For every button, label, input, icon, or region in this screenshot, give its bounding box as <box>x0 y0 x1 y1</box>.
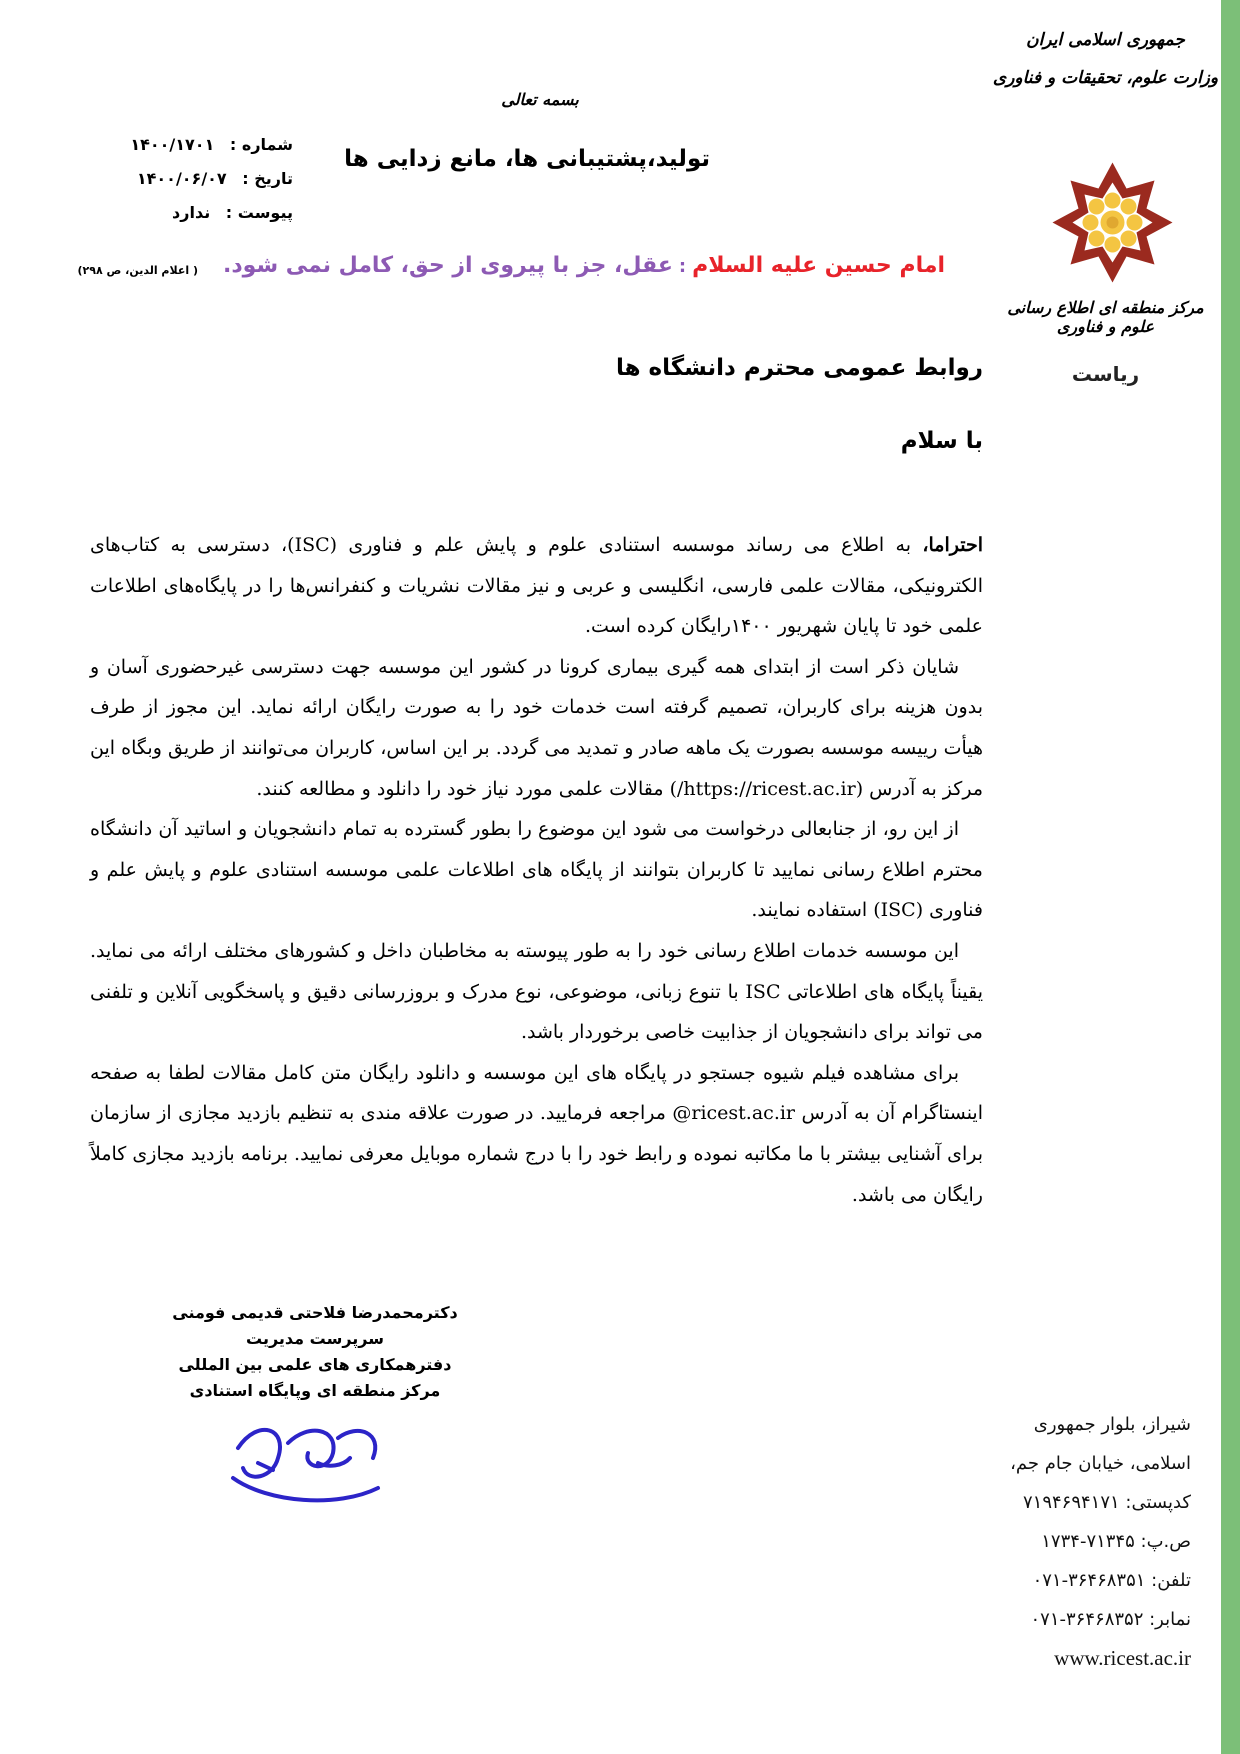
signer-org: مرکز منطقه ای وپایگاه استنادی <box>189 1381 441 1400</box>
date-label: تاریخ : <box>242 169 293 188</box>
number-label: شماره : <box>229 135 293 154</box>
signer-name: دکترمحمدرضا فلاحتی قدیمی فومنی <box>172 1303 458 1322</box>
quote-speaker: امام حسین علیه السلام <box>692 253 945 278</box>
letterhead-title <box>990 30 1221 88</box>
year-slogan: تولید،پشتیبانی ها، مانع زدایی ها <box>344 146 710 172</box>
signer-title: سرپرست مدیریت <box>246 1329 384 1348</box>
body-paragraph: این موسسه خدمات اطلاع رسانی خود را به طور پیوسته به مخاطبان داخل و کشورهای مختلف ارائه می نماید. یقیناً پایگاه های اطلاعاتی ISC با تنوع زبانی، موضوعی، نوع مدرک و بروزرسانی دقیق و پاسخگویی آنلاین و تلفنی می تواند برای دانشجویان از جذابیت خاصی برخوردار باشد. <box>90 939 983 1044</box>
letter-meta <box>130 128 293 230</box>
body-paragraph: احتراما، به اطلاع می رساند موسسه استنادی علوم و پایش علم و فناوری (ISC)، دسترسی به کتاب‌های الکترونیکی، مقالات علمی فارسی، انگلیسی و عربی و نیز مقالات نشریات و کنفرانس‌ها را در پایگاه‌های اطلاعات علمی خود تا پایان شهریور ۱۴۰۰رایگان کرده است. <box>90 534 983 638</box>
body-paragraph: شایان ذکر است از ابتدای همه گیری بیماری کرونا در کشور این موسسه جهت دسترسی غیرحضوری آسان و بدون هزینه برای کاربران، تصمیم گرفته است خدمات خود را به صورت رایگان ارائه نماید. این مجوز از طرف هیأت رییسه موسسه بصورت یک ماهه صادر و تمدید می گردد. بر این اساس، کاربران می‌توانند از طریق وبگاه این مرکز به آدرس (https://ricest.ac.ir/) مقالات علمی مورد نیاز خود را دانلود و مطالعه کنند. <box>90 655 983 800</box>
address-line: شیراز، بلوار جمهوری <box>1033 1414 1191 1435</box>
address-line: اسلامی، خیابان جام جم، <box>1010 1453 1191 1474</box>
recipient-salutation: روابط عمومی محترم دانشگاه ها <box>615 355 983 381</box>
website-link[interactable]: www.ricest.ac.ir <box>1054 1646 1191 1670</box>
ricest-logo-icon <box>1050 160 1175 285</box>
hadith-quote <box>210 253 945 278</box>
republic-title: جمهوری اسلامی ایران <box>1026 30 1185 50</box>
quote-source: ( اعلام الدین، ص ۲۹۸) <box>77 264 198 277</box>
phone: تلفن: ۳۶۴۶۸۳۵۱-۰۷۱ <box>1032 1570 1191 1591</box>
fax: نمابر: ۳۶۴۶۸۳۵۲-۰۷۱ <box>1030 1609 1191 1630</box>
quote-separator: : <box>678 256 687 277</box>
letter-date <box>130 162 293 196</box>
signer-office: دفترهمکاری های علمی بین المللی <box>178 1355 452 1374</box>
body-paragraph: برای مشاهده فیلم شیوه جستجو در پایگاه های این موسسه و دانلود رایگان متن کامل مقالات لطفا به صفحه اینستاگرام آن به آدرس ricest.ac.ir@ مراجعه فرمایید. در صورت علاقه مندی به تنظیم بازدید مجازی از سازمان برای آشنایی بیشتر با ما مکاتبه نموده و رابط خود را با درج شماره موبایل معرفی نمایید. برنامه بازدید مجازی کاملاً رایگان می باشد. <box>90 1061 983 1206</box>
contact-address <box>991 1405 1191 1678</box>
basmala: بسمه تعالی <box>501 90 579 109</box>
attachment-value: ندارد <box>172 203 211 222</box>
letter-number <box>130 128 293 162</box>
quote-text: عقل، جز با پیروی از حق، کامل نمی شود. <box>223 253 673 278</box>
opening-word: احتراما، <box>922 534 983 556</box>
body-paragraph: از این رو، از جنابعالی درخواست می شود این موضوع را بطور گسترده به تمام دانشجویان و اساتید آن دانشگاه محترم اطلاع رسانی نمایید تا کاربران بتوانند از پایگاه های اطلاعات علمی موسسه استنادی علوم و پایش علم و فناوری (ISC) استفاده نمایند. <box>90 818 983 922</box>
date-value: ۱۴۰۰/۰۶/۰۷ <box>136 169 227 188</box>
number-value: ۱۴۰۰/۱۷۰۱ <box>130 135 215 154</box>
letter-attachment <box>130 196 293 230</box>
signature-block <box>170 1300 460 1404</box>
letter-body <box>90 525 983 1215</box>
postal-code: کدپستی: ۷۱۹۴۶۹۴۱۷۱ <box>1023 1492 1191 1513</box>
handwritten-signature-icon <box>218 1408 398 1518</box>
center-name: مرکز منطقه ای اطلاع رسانی علوم و فناوری <box>1007 298 1204 336</box>
office-title: ریاست <box>1071 362 1140 386</box>
letterhead-panel <box>990 0 1221 1754</box>
greeting: با سلام <box>900 428 983 454</box>
po-box: ص.پ: ۷۱۳۴۵-۱۷۳۴ <box>1041 1531 1191 1552</box>
attachment-label: پیوست : <box>225 203 293 222</box>
ministry-title: وزارت علوم، تحقیقات و فناوری <box>992 68 1219 88</box>
